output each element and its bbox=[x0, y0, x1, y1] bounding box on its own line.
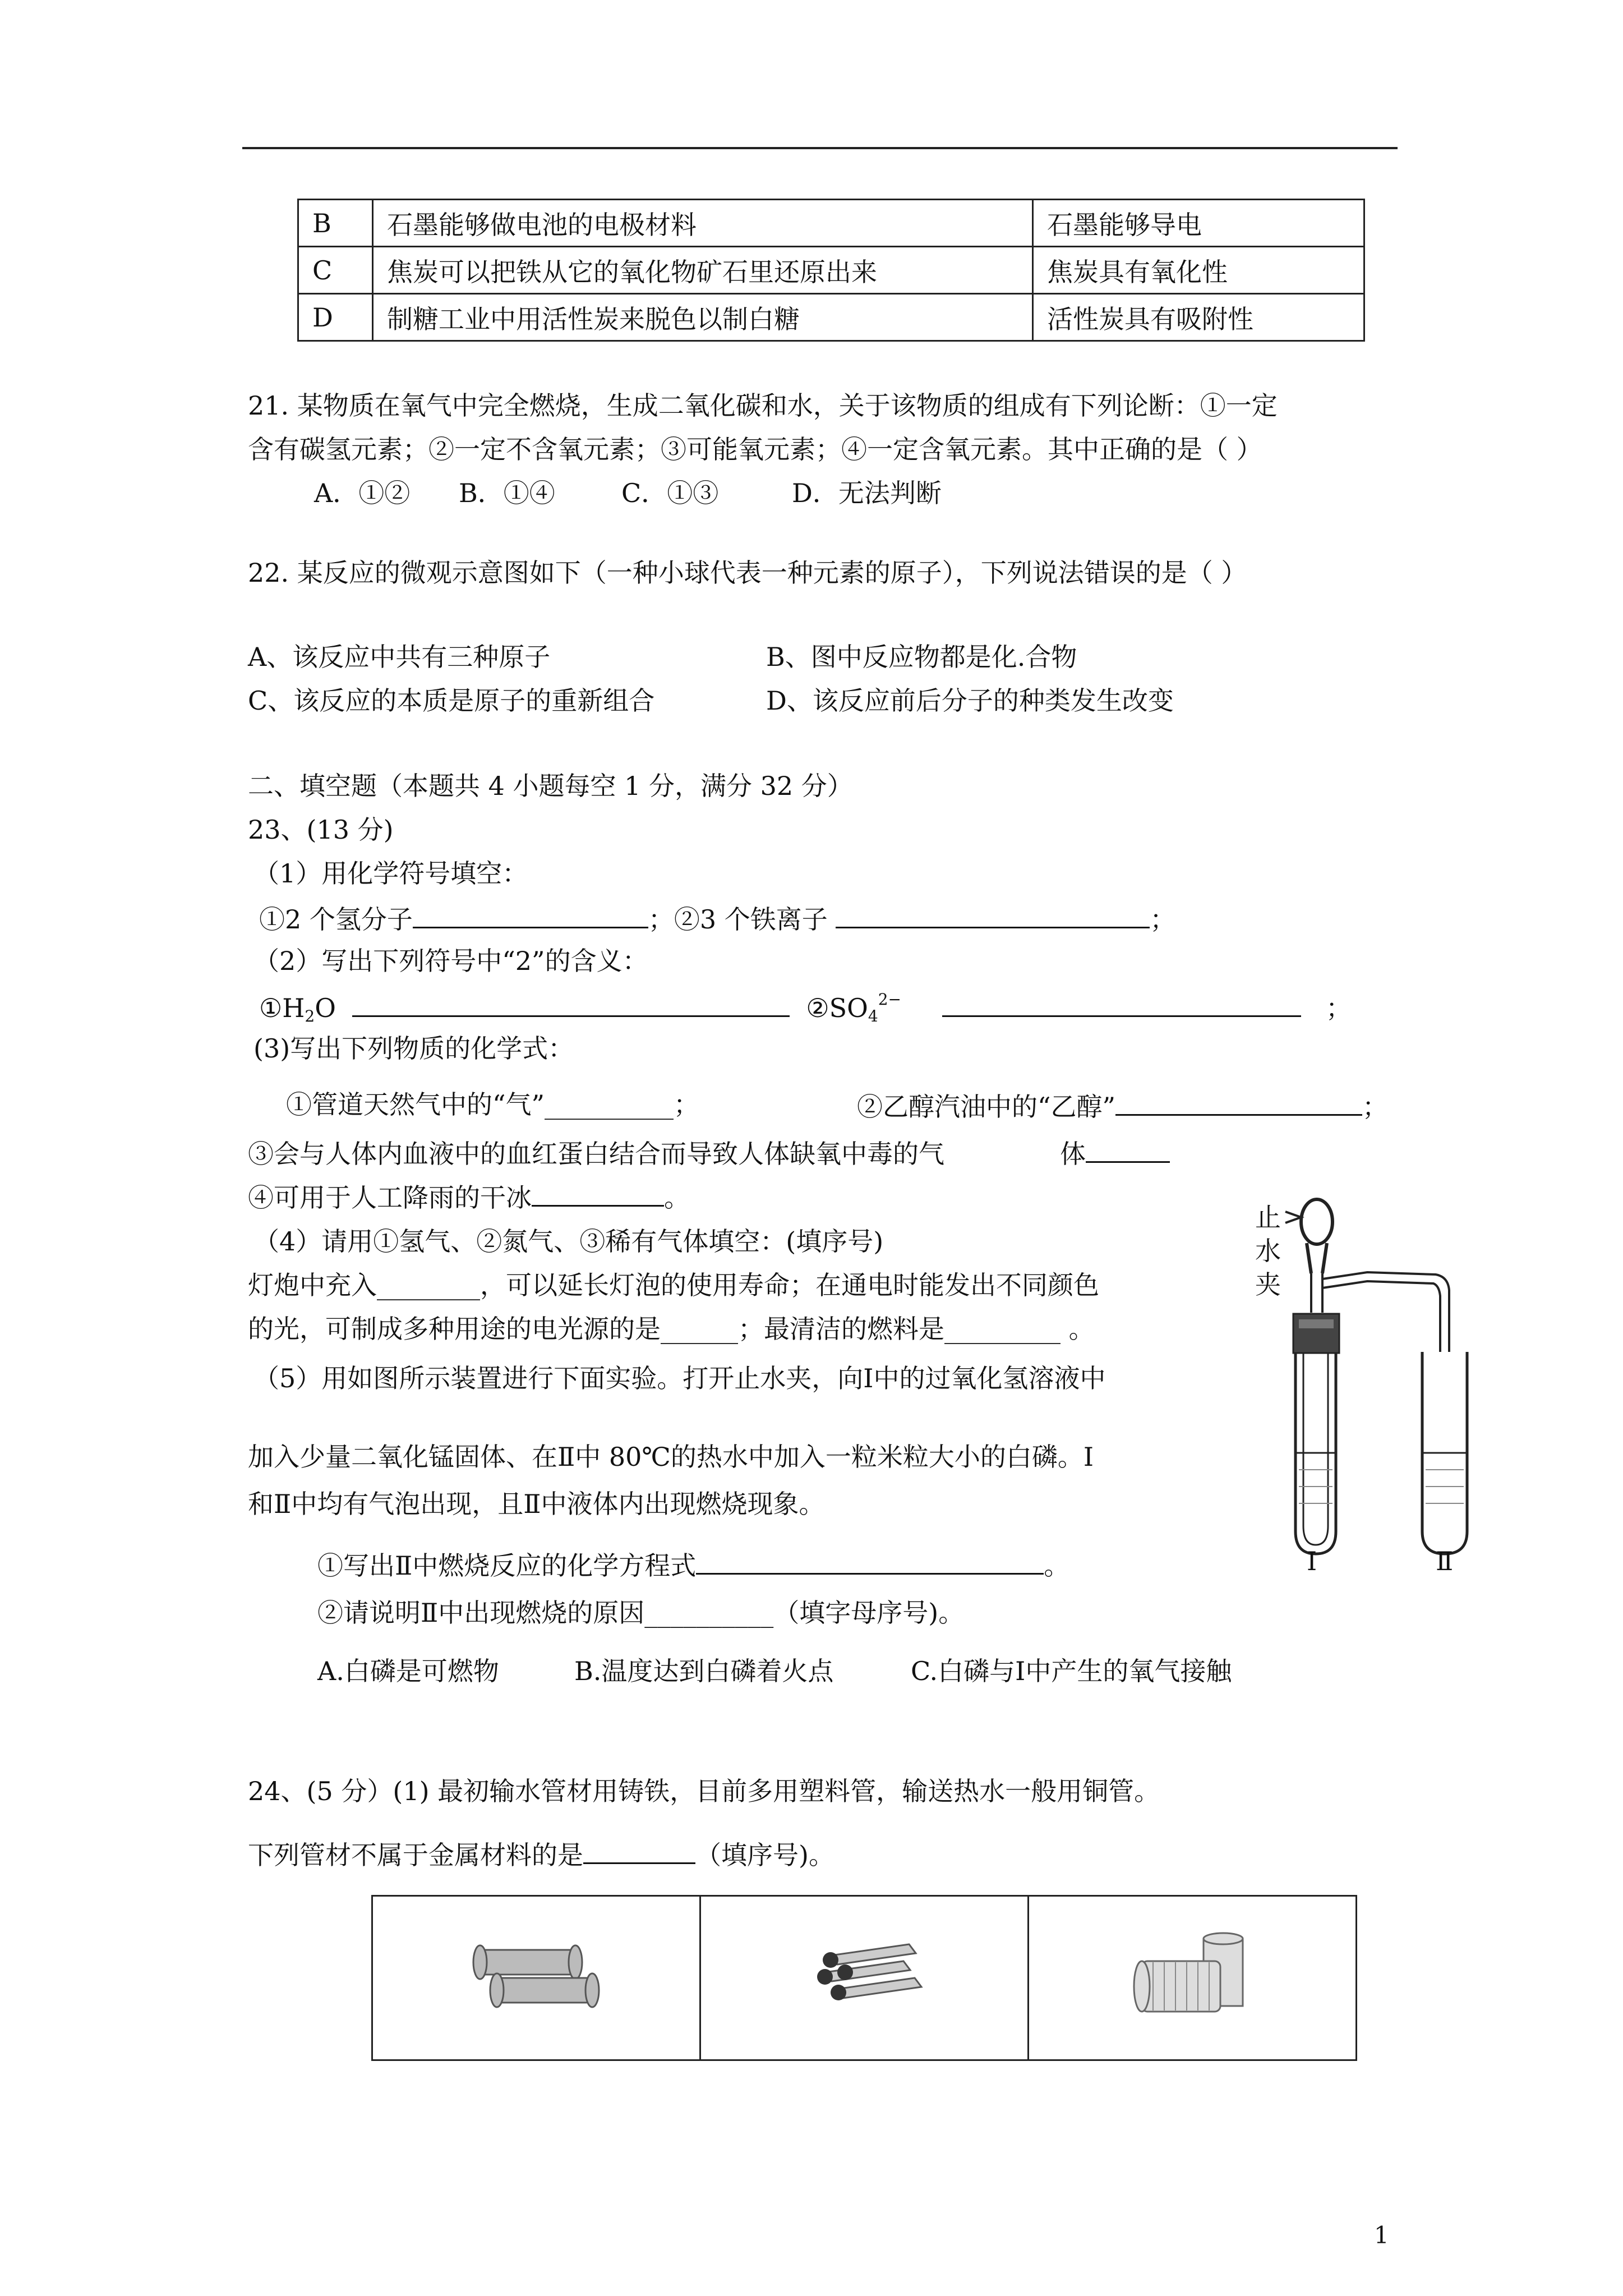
q23-part5-option-a: A.白磷是可燃物 bbox=[317, 1656, 499, 1686]
pipe-images-table bbox=[371, 1895, 1357, 2061]
plastic-pipe-icon bbox=[1119, 1927, 1265, 2023]
q23-part1-a: ①2 个氢分子 bbox=[259, 904, 413, 935]
q23-part4-text: 的光，可制成多种用途的电光源的是 bbox=[248, 1314, 661, 1344]
tube-label-2: Ⅱ bbox=[1436, 1546, 1454, 1576]
q23-part3-c2: 体 bbox=[1060, 1139, 1086, 1169]
q23-part4-text: ；最清洁的燃料是 bbox=[738, 1314, 944, 1344]
q21-option-a: A．①② bbox=[314, 478, 411, 508]
answer-blank[interactable] bbox=[696, 1550, 1044, 1575]
pipe-option-cast-iron bbox=[372, 1896, 700, 2060]
q23-part3-c-line bbox=[248, 1139, 1170, 1167]
table-row bbox=[298, 247, 1364, 294]
table-cell-option: B bbox=[298, 200, 373, 247]
q23-part5-q2-text: ②请说明Ⅱ中出现燃烧的原因 bbox=[317, 1598, 645, 1628]
q23-part5-q1-end: 。 bbox=[1044, 1550, 1070, 1581]
q21-line1: 21. 某物质在氧气中完全燃烧，生成二氧化碳和水，关于该物质的组成有下列论断：①一定 bbox=[248, 390, 1278, 421]
q23-part3-b-end: ； bbox=[1362, 1092, 1389, 1122]
answer-blank[interactable]: __________ bbox=[644, 1598, 774, 1628]
answer-blank[interactable]: ________ bbox=[377, 1270, 480, 1300]
header-rule bbox=[242, 147, 1398, 149]
q23-head: 23、(13 分) bbox=[248, 815, 394, 845]
formula-h2o-h: ①H bbox=[259, 993, 305, 1023]
q23-part1-b: ；②3 个铁离子 bbox=[648, 904, 828, 935]
table-cell-reason: 焦炭具有氧化性 bbox=[1033, 247, 1364, 294]
apparatus-diagram bbox=[1245, 1189, 1481, 1576]
test-tubes-icon bbox=[1245, 1189, 1481, 1571]
q23-part4-line1 bbox=[248, 1272, 1099, 1298]
answer-blank[interactable] bbox=[532, 1182, 664, 1207]
q23-part5-line2: 加入少量二氧化锰固体、在Ⅱ中 80℃的热水中加入一粒米粒大小的白磷。Ⅰ bbox=[248, 1442, 1094, 1472]
answer-blank[interactable]: ______ bbox=[661, 1314, 738, 1344]
q23-part5-q2 bbox=[317, 1600, 964, 1626]
pipe-option-aluminum bbox=[700, 1896, 1029, 2060]
q23-part4-line2 bbox=[248, 1316, 1095, 1342]
answer-blank[interactable] bbox=[942, 993, 1301, 1017]
q21-line2: 含有碳氢元素；②一定不含氧元素；③可能氧元素；④一定含氧元素。其中正确的是（ ） bbox=[248, 434, 1262, 464]
answer-blank[interactable]: _________ bbox=[944, 1314, 1061, 1344]
answer-blank[interactable] bbox=[1115, 1092, 1362, 1116]
tube-label-1: Ⅰ bbox=[1307, 1546, 1317, 1576]
clamp-label: 止水夹 bbox=[1255, 1202, 1281, 1300]
q22-option-b: B、图中反应物都是化.合物 bbox=[766, 642, 1077, 672]
q23-part5-q1 bbox=[317, 1550, 1069, 1579]
q23-part5-line3: 和Ⅱ中均有气泡出现，且Ⅱ中液体内出现燃烧现象。 bbox=[248, 1489, 825, 1519]
q23-part3-title: (3)写出下列物质的化学式： bbox=[253, 1033, 574, 1064]
q21-option-b: B．①④ bbox=[459, 478, 555, 508]
answer-blank[interactable] bbox=[1086, 1139, 1170, 1163]
q22-option-c: C、该反应的本质是原子的重新组合 bbox=[248, 685, 655, 716]
q23-part1-title: （1）用化学符号填空： bbox=[253, 858, 528, 889]
formula-so4-so: ②SO bbox=[806, 993, 868, 1023]
q22-option-a: A、该反应中共有三种原子 bbox=[248, 642, 551, 672]
q23-part3-a-end: ； bbox=[674, 1089, 700, 1120]
q24-line1: 24、(5 分）(1) 最初输水管材用铸铁，目前多用塑料管，输送热水一般用铜管。 bbox=[248, 1776, 1160, 1806]
q23-part5-option-b: B.温度达到白磷着火点 bbox=[574, 1656, 834, 1686]
q23-part3-d-line bbox=[248, 1182, 690, 1211]
answer-blank[interactable] bbox=[352, 993, 790, 1017]
table-cell-fact: 焦炭可以把铁从它的氧化物矿石里还原出来 bbox=[373, 247, 1033, 294]
cast-iron-pipe-icon bbox=[463, 1933, 609, 2017]
page-number: 1 bbox=[1374, 2221, 1389, 2249]
q23-part3-a: ①管道天然气中的“气” bbox=[286, 1089, 545, 1120]
q21-option-c: C．①③ bbox=[621, 478, 719, 508]
q24-line2-text: （填序号)。 bbox=[695, 1840, 834, 1870]
q23-part3-line-ab bbox=[286, 1089, 700, 1120]
q23-part1-end: ； bbox=[1150, 904, 1176, 935]
formula-so4 bbox=[806, 990, 901, 1025]
answer-blank[interactable] bbox=[583, 1840, 695, 1864]
metal-tubes-icon bbox=[791, 1933, 937, 2017]
q23-part2-end: ； bbox=[1325, 993, 1352, 1023]
q23-part4-title: （4）请用①氢气、②氮气、③稀有气体填空：(填序号) bbox=[253, 1226, 884, 1257]
q23-part3-b-line bbox=[857, 1092, 1388, 1120]
q23-part5-option-c: C.白磷与Ⅰ中产生的氧气接触 bbox=[911, 1656, 1232, 1686]
q23-part3-d: ④可用于人工降雨的干冰 bbox=[248, 1182, 532, 1213]
table-cell-reason: 活性炭具有吸附性 bbox=[1033, 294, 1364, 341]
table-cell-option: D bbox=[298, 294, 373, 341]
formula-so4-charge: 2− bbox=[878, 990, 901, 1009]
q23-part4-text: 灯炮中充入 bbox=[248, 1270, 377, 1300]
q23-part5-q1-text: ①写出Ⅱ中燃烧反应的化学方程式 bbox=[317, 1550, 697, 1581]
q23-part2-line bbox=[259, 992, 1352, 1024]
section-2-title: 二、填空题（本题共 4 小题每空 1 分，满分 32 分） bbox=[248, 771, 853, 801]
q21-option-d: D．无法判断 bbox=[792, 478, 942, 508]
answer-blank[interactable] bbox=[836, 904, 1150, 928]
answer-blank[interactable] bbox=[413, 904, 648, 928]
answer-blank[interactable]: __________ bbox=[545, 1089, 674, 1120]
table-cell-option: C bbox=[298, 247, 373, 294]
formula-h2o-subscript: 2 bbox=[305, 1007, 315, 1025]
table-cell-fact: 石墨能够做电池的电极材料 bbox=[373, 200, 1033, 247]
q23-part1-line bbox=[259, 904, 1176, 935]
options-table bbox=[297, 199, 1365, 342]
table-row bbox=[298, 294, 1364, 341]
q22-option-d: D、该反应前后分子的种类发生改变 bbox=[766, 685, 1174, 716]
formula-h2o bbox=[259, 993, 336, 1023]
q23-part4-text: 。 bbox=[1061, 1314, 1095, 1344]
q23-part3-c: ③会与人体内血液中的血红蛋白结合而导致人体缺氧中毒的气 bbox=[248, 1139, 944, 1169]
q22-stem: 22. 某反应的微观示意图如下（一种小球代表一种元素的原子），下列说法错误的是（ ） bbox=[248, 558, 1247, 588]
formula-h2o-o: O bbox=[315, 993, 336, 1023]
q23-part4-text: ，可以延长灯泡的使用寿命；在通电时能发出不同颜色 bbox=[480, 1270, 1099, 1300]
q23-part5-q2-text: （填字母序号)。 bbox=[773, 1598, 965, 1628]
formula-so4-subscript: 4 bbox=[868, 1007, 878, 1025]
table-row bbox=[298, 200, 1364, 247]
table-cell-reason: 石墨能够导电 bbox=[1033, 200, 1364, 247]
q23-part5-line1: （5）用如图所示装置进行下面实验。打开止水夹，向Ⅰ中的过氧化氢溶液中 bbox=[253, 1363, 1106, 1393]
q23-part3-d-end: 。 bbox=[664, 1182, 690, 1213]
q24-line2 bbox=[248, 1840, 834, 1868]
q23-part2-title: （2）写出下列符号中“2”的含义： bbox=[253, 946, 648, 976]
pipe-option-plastic bbox=[1029, 1896, 1357, 2060]
q23-part3-b: ②乙醇汽油中的“乙醇” bbox=[857, 1092, 1116, 1122]
table-cell-fact: 制糖工业中用活性炭来脱色以制白糖 bbox=[373, 294, 1033, 341]
q24-line2-text: 下列管材不属于金属材料的是 bbox=[248, 1840, 583, 1870]
